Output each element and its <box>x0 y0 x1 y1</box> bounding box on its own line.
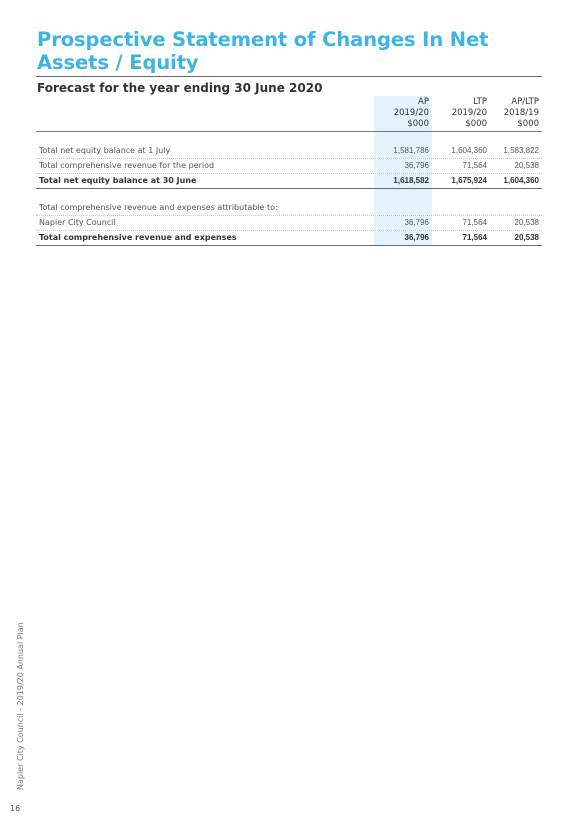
table-row <box>36 216 542 231</box>
row-value <box>433 201 490 215</box>
row-value: 36,796 <box>374 216 432 230</box>
row-value <box>374 201 432 215</box>
column-header-ap <box>374 96 432 131</box>
row-value: 36,796 <box>374 231 432 245</box>
column-header-line: $000 <box>465 119 487 130</box>
row-value: 1,604,360 <box>451 146 487 155</box>
column-header-line: $000 <box>517 119 539 130</box>
row-value: 1,583,822 <box>503 146 539 155</box>
table-row <box>36 201 542 216</box>
row-label: Total comprehensive revenue and expenses attributable to: <box>39 203 278 212</box>
column-header-line: 2018/19 <box>503 108 539 119</box>
title-divider <box>36 76 542 77</box>
equity-table <box>36 96 542 246</box>
row-value: 20,538 <box>514 218 539 227</box>
column-header-line: 2019/20 <box>393 108 429 119</box>
row-value: 71,564 <box>462 233 487 242</box>
column-header-line: AP/LTP <box>511 97 539 107</box>
row-label: Total comprehensive revenue for the period <box>39 161 215 170</box>
row-value <box>491 189 542 201</box>
page-title: Prospective Statement of Changes In Net Assets / Equity <box>37 28 489 74</box>
column-header-line: LTP <box>473 97 487 107</box>
table-header <box>36 96 542 131</box>
table-row <box>36 174 542 189</box>
column-header-ltp <box>433 96 490 131</box>
column-header-line: 2019/20 <box>451 108 487 119</box>
column-header-ap-ltp <box>491 96 542 131</box>
row-label: Napier City Council <box>39 218 116 227</box>
row-value: 36,796 <box>374 159 432 173</box>
row-value: 1,604,360 <box>503 176 539 185</box>
row-value: 71,564 <box>462 161 487 170</box>
table-body <box>36 132 542 246</box>
document-side-label: Napier City Council - 2019/20 Annual Plan <box>16 622 25 790</box>
row-value: 1,675,924 <box>451 176 487 185</box>
row-label: Total net equity balance at 1 July <box>39 146 171 155</box>
page-number: 16 <box>10 804 21 813</box>
column-header-line: AP <box>418 97 429 107</box>
row-value: 1,618,582 <box>374 174 432 188</box>
row-label: Total net equity balance at 30 June <box>39 176 197 185</box>
table-row <box>36 189 542 201</box>
row-value <box>374 189 432 201</box>
row-value <box>433 132 490 144</box>
column-header-line: $000 <box>407 119 429 130</box>
row-value: 71,564 <box>462 218 487 227</box>
row-value <box>491 201 542 215</box>
row-value: 1,581,786 <box>374 144 432 158</box>
table-row <box>36 144 542 159</box>
row-label: Total comprehensive revenue and expenses <box>39 233 237 242</box>
row-value <box>491 132 542 144</box>
row-value <box>433 189 490 201</box>
table-row <box>36 132 542 144</box>
table-row <box>36 159 542 174</box>
row-value: 20,538 <box>514 161 539 170</box>
section-subtitle: Forecast for the year ending 30 June 2020 <box>37 81 323 95</box>
table-row <box>36 231 542 246</box>
row-value: 20,538 <box>514 233 539 242</box>
row-value <box>374 132 432 144</box>
